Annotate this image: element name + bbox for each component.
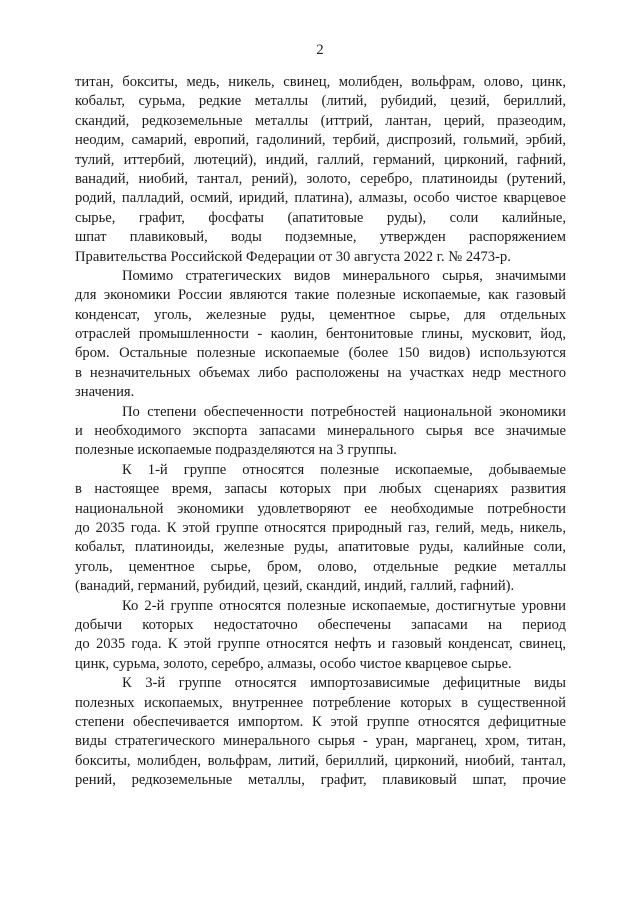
text-line: отраслей промышленности - каолин, бентонитовые глины, мусковит, йод, <box>75 326 566 343</box>
text-line: тулий, иттербий, лютеций), индий, галлий, германий, цирконий, гафний, <box>75 151 566 168</box>
text-line: степени обеспечивается импортом. К этой группе относятся дефицитные <box>75 713 566 730</box>
text-line: скандий, редкоземельные металлы (иттрий, лантан, церий, празеодим, <box>75 112 566 129</box>
text-line: до 2035 года. К этой группе относятся природный газ, гелий, медь, никель, <box>75 519 566 536</box>
text-line: Ко 2-й группе относятся полезные ископаемые, достигнутые уровни <box>122 597 566 614</box>
text-line: добычи которых недостаточно обеспечены запасами на период <box>75 616 566 633</box>
text-line: бром. Остальные полезные ископаемые (более 150 видов) используются <box>75 345 566 362</box>
document-body <box>75 73 566 790</box>
text-line: виды стратегического минерального сырья - уран, марганец, хром, титан, <box>75 733 566 750</box>
text-line: бокситы, молибден, вольфрам, литий, бериллий, цирконий, ниобий, тантал, <box>75 752 566 769</box>
text-line: в настоящее время, запасы которых при любых сценариях развития <box>75 481 566 498</box>
text-line: цинк, сурьма, золото, серебро, алмазы, особо чистое кварцевое сырье. <box>75 655 512 672</box>
text-line: полезные ископаемые подразделяются на 3 группы. <box>75 442 397 459</box>
page-number: 2 <box>316 42 324 58</box>
text-line: родий, палладий, осмий, иридий, платина), алмазы, особо чистое кварцевое <box>75 190 566 207</box>
text-line: сырье, графит, фосфаты (апатитовые руды), соли калийные, <box>75 209 566 226</box>
text-line: до 2035 года. К этой группе относятся нефть и газовый конденсат, свинец, <box>75 636 566 653</box>
text-line: К 3-й группе относятся импортозависимые дефицитные виды <box>122 675 566 692</box>
text-line: конденсат, уголь, железные руды, цементное сырье, для отдельных <box>75 306 566 323</box>
text-line: и необходимого экспорта запасами минерального сырья все значимые <box>75 423 566 440</box>
text-line: национальной экономики удовлетворяют ее необходимые потребности <box>75 500 566 517</box>
text-line: неодим, самарий, европий, гадолиний, тербий, диспрозий, гольмий, эрбий, <box>75 132 566 149</box>
text-line: уголь, цементное сырье, бром, олово, отдельные редкие металлы <box>75 558 566 575</box>
text-line: К 1-й группе относятся полезные ископаемые, добываемые <box>122 461 566 478</box>
text-line: полезных ископаемых, внутреннее потребление которых в существенной <box>75 694 566 711</box>
text-line: титан, бокситы, медь, никель, свинец, молибден, вольфрам, олово, цинк, <box>75 74 566 90</box>
text-line: кобальт, платиноиды, железные руды, апатитовые руды, калийные соли, <box>75 539 566 556</box>
text-line: шпат плавиковый, воды подземные, утвержден распоряжением <box>75 229 566 246</box>
text-line: кобальт, сурьма, редкие металлы (литий, рубидий, цезий, бериллий, <box>75 93 566 110</box>
text-line: Правительства Российской Федерации от 30 августа 2022 г. № 2473-р. <box>75 248 511 265</box>
text-line: для экономики России являются такие полезные ископаемые, как газовый <box>75 287 566 304</box>
text-line: (ванадий, германий, рубидий, цезий, скандий, индий, галлий, гафний). <box>75 578 515 595</box>
text-line: рений, редкоземельные металлы, графит, плавиковый шпат, прочие <box>75 772 566 789</box>
text-line: По степени обеспеченности потребностей национальной экономики <box>122 403 566 420</box>
text-line: значения. <box>75 384 135 401</box>
text-line: ванадий, ниобий, тантал, рений), золото, серебро, платиноиды (рутений, <box>75 170 566 187</box>
text-line: Помимо стратегических видов минерального сырья, значимыми <box>122 267 566 284</box>
text-line: в незначительных объемах либо расположены на участках недр местного <box>75 364 566 381</box>
